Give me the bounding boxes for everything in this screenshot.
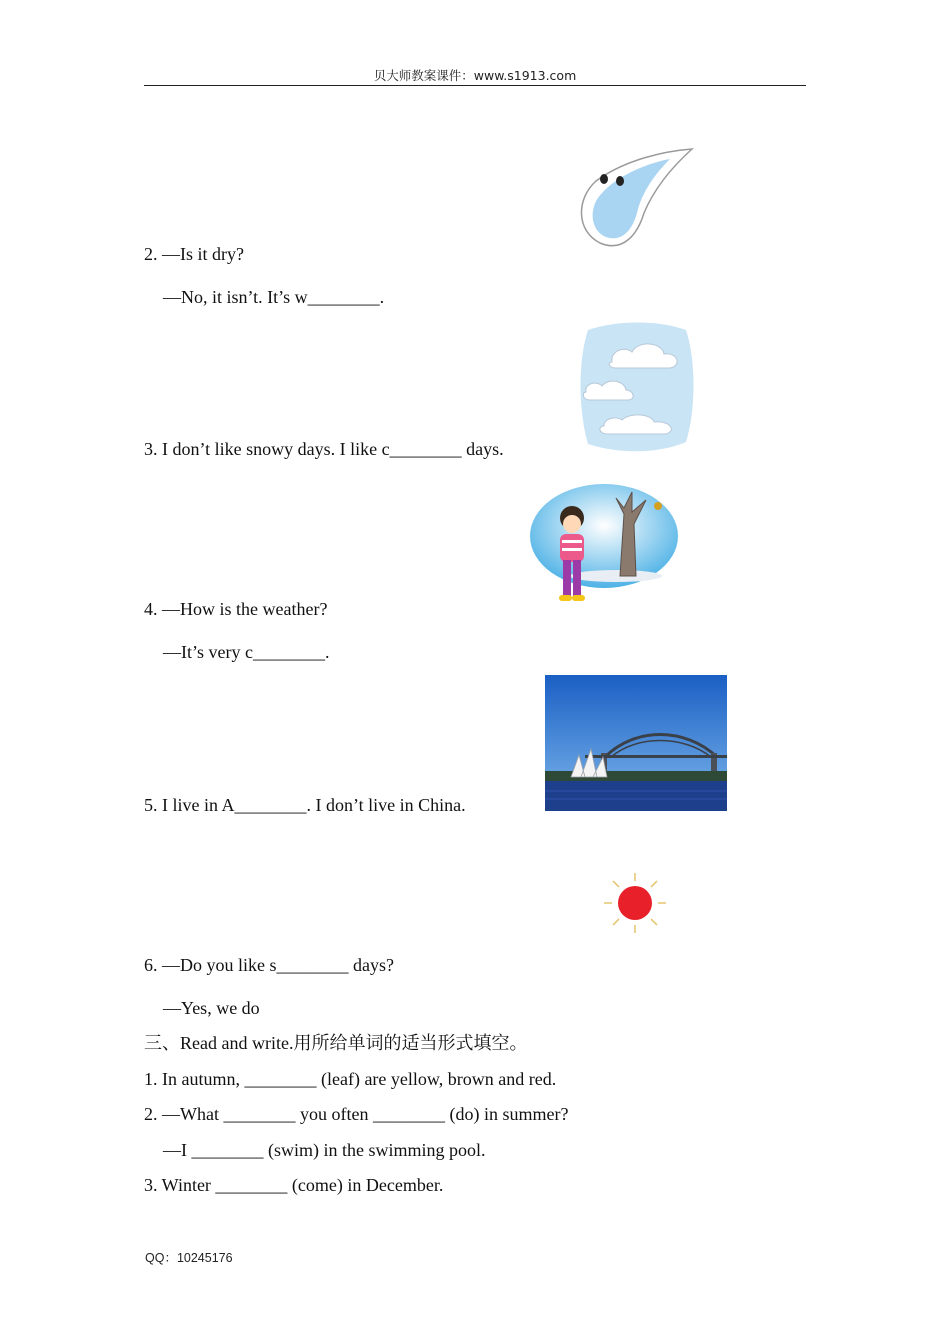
page-header: 贝大师教案课件：www.s1913.com bbox=[373, 68, 577, 83]
header-divider bbox=[144, 85, 806, 86]
section-3-title: 三、Read and write.用所给单词的适当形式填空。 bbox=[144, 1033, 528, 1053]
question-5-prompt: 5. I live in A________. I don’t live in China. bbox=[144, 795, 466, 815]
cold-girl-tree-icon bbox=[528, 484, 680, 612]
question-6-prompt: 6. —Do you like s________ days? bbox=[144, 955, 394, 975]
page-footer: QQ：10245176 bbox=[145, 1251, 233, 1265]
question-3-prompt: 3. I don’t like snowy days. I like c________ days. bbox=[144, 439, 504, 459]
raindrop-icon bbox=[574, 145, 696, 251]
question-4-answer: —It’s very c________. bbox=[163, 642, 330, 662]
section-3-item-1: 1. In autumn, ________ (leaf) are yellow, brown and red. bbox=[144, 1069, 557, 1089]
question-2-prompt: 2. —Is it dry? bbox=[144, 244, 244, 264]
question-4-prompt: 4. —How is the weather? bbox=[144, 599, 328, 619]
section-3-item-2: 2. —What ________ you often ________ (do) in summer? bbox=[144, 1104, 569, 1124]
cloudy-sky-icon bbox=[578, 320, 696, 454]
question-6-answer: —Yes, we do bbox=[163, 998, 260, 1018]
sydney-harbour-photo bbox=[545, 675, 727, 811]
section-3-item-3: 3. Winter ________ (come) in December. bbox=[144, 1175, 444, 1195]
section-3-item-2-answer: —I ________ (swim) in the swimming pool. bbox=[163, 1140, 486, 1160]
sun-icon bbox=[602, 871, 668, 935]
question-2-answer: —No, it isn’t. It’s w________. bbox=[163, 287, 385, 307]
